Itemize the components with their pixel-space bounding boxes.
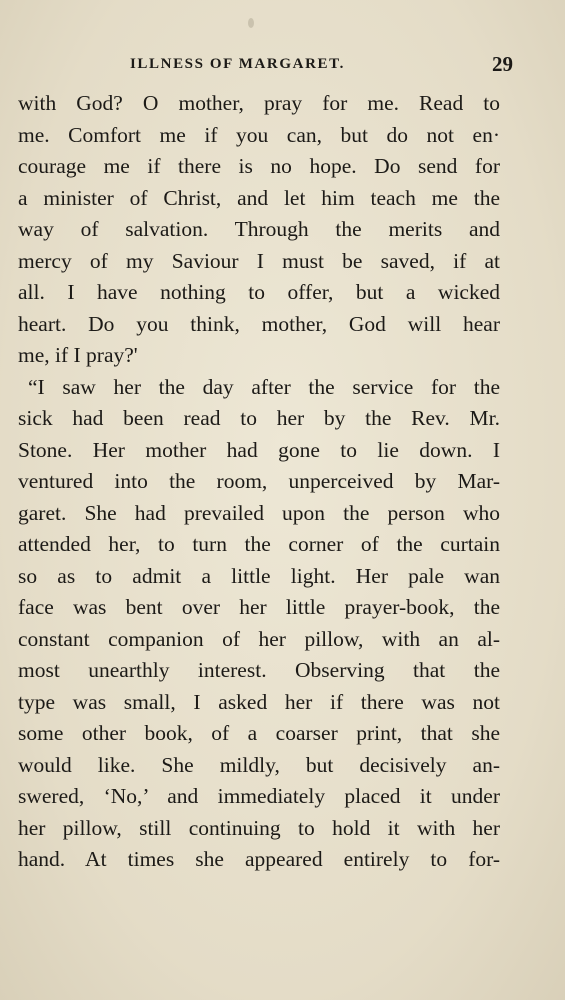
text-line: me, if I pray?' (18, 343, 138, 367)
print-smudge (248, 18, 254, 28)
text-line: Stone. Her mother had gone to lie down. I (18, 437, 500, 462)
text-line: all. I have nothing to offer, but a wicked (18, 280, 500, 304)
text-line: me. Comfort me if you can, but do not en· (18, 122, 500, 147)
text-line: most unearthly interest. Observing that the (18, 658, 500, 682)
text-line: face was bent over her little prayer-book, the (18, 595, 500, 619)
text-line: garet. She had prevailed upon the person who (18, 500, 500, 525)
page-header (0, 52, 565, 80)
text-line: sick had been read to her by the Rev. Mr. (18, 406, 500, 430)
text-line: courage me if there is no hope. Do send for (18, 154, 500, 178)
text-line: so as to admit a little light. Her pale wan (18, 563, 500, 588)
text-line: constant companion of her pillow, with an al- (18, 626, 500, 651)
text-line: way of salvation. Through the merits and (18, 217, 500, 241)
text-line: her pillow, still continuing to hold it with her (18, 815, 500, 840)
running-title: ILLNESS OF MARGARET. (130, 56, 345, 72)
text-line: hand. At times she appeared entirely to for- (18, 847, 500, 871)
text-line: ventured into the room, unperceived by Mar- (18, 469, 500, 493)
page-number: 29 (492, 52, 513, 76)
text-line: attended her, to turn the corner of the curtain (18, 532, 500, 556)
text-line: heart. Do you think, mother, God will hear (18, 311, 500, 336)
text-line: mercy of my Saviour I must be saved, if at (18, 248, 500, 273)
text-line: type was small, I asked her if there was not (18, 689, 500, 714)
body-text (18, 88, 500, 876)
text-line: would like. She mildly, but decisively an- (18, 752, 500, 777)
text-line: some other book, of a coarser print, that she (18, 721, 500, 745)
text-line: a minister of Christ, and let him teach me the (18, 185, 500, 210)
paragraph-start-line: “I saw her the day after the service for the (28, 374, 500, 399)
text-line: with God? O mother, pray for me. Read to (18, 91, 500, 115)
text-line: swered, ‘No,’ and immediately placed it under (18, 784, 500, 808)
